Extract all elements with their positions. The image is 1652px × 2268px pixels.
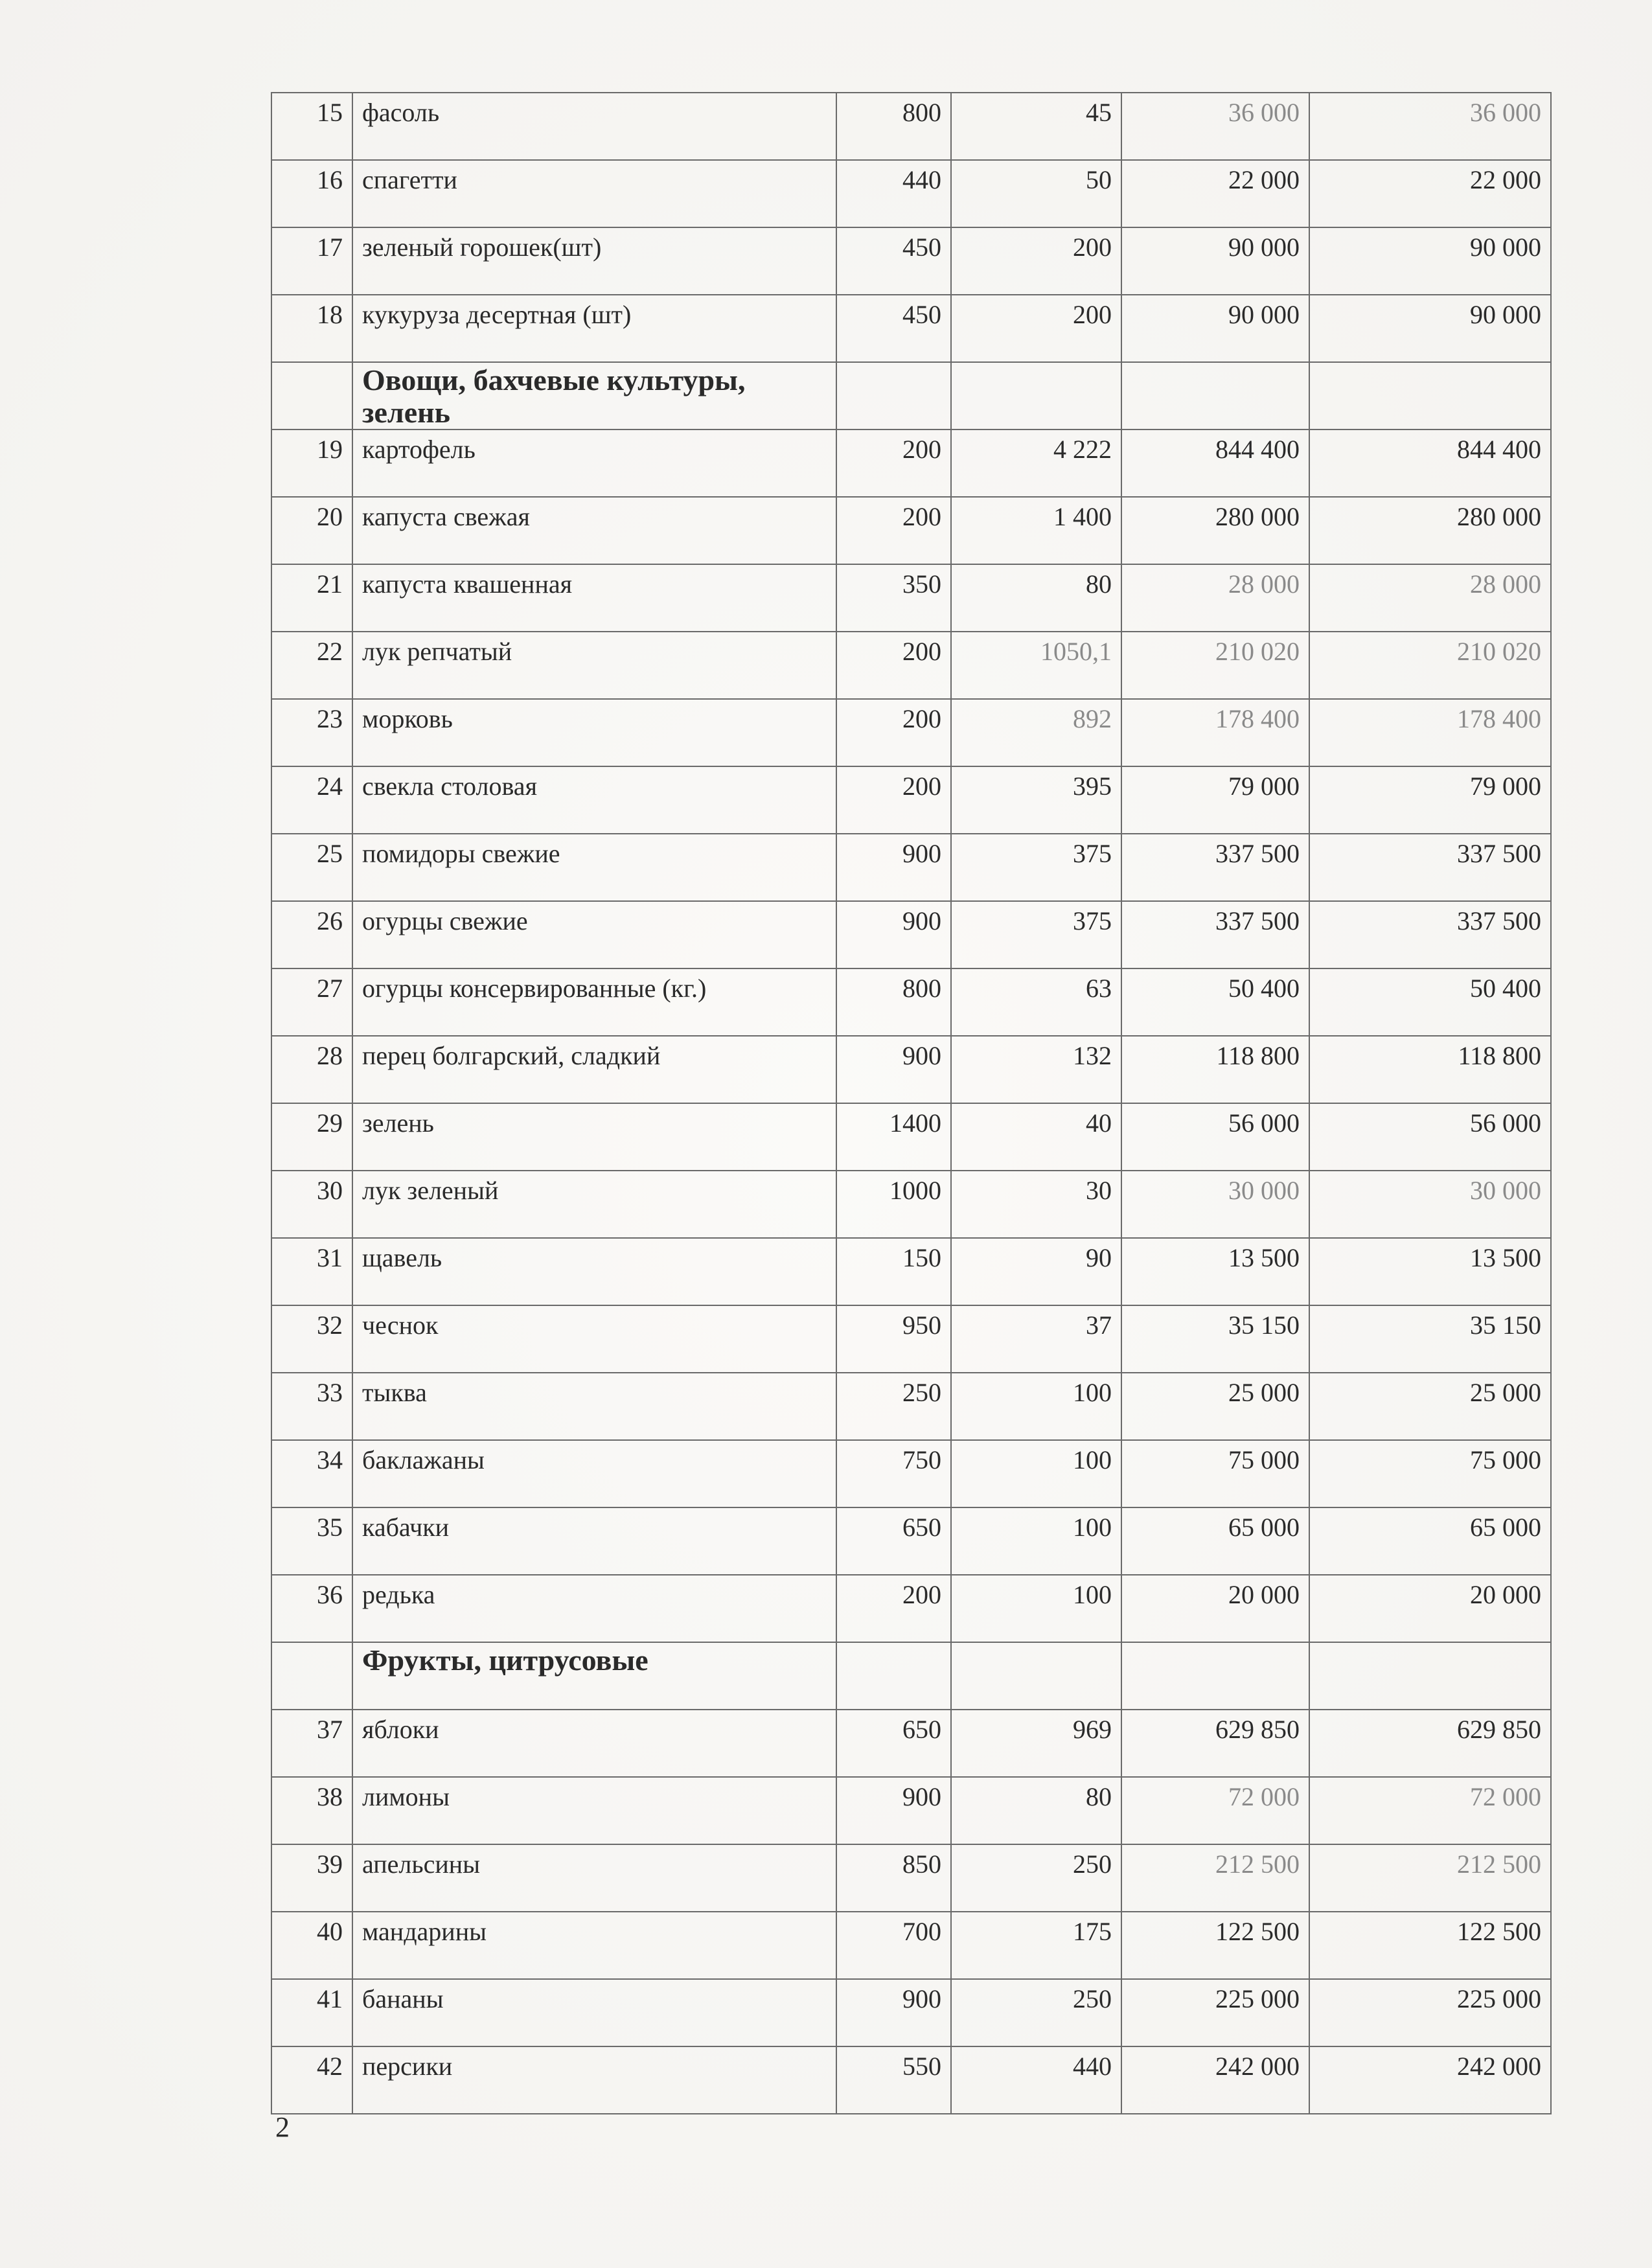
amount-cell: 118 800 <box>1121 1036 1309 1103</box>
product-name: огурцы свежие <box>352 901 836 968</box>
amount-cell: 50 400 <box>1121 968 1309 1036</box>
product-name: свекла столовая <box>352 766 836 834</box>
row-number: 20 <box>271 497 352 564</box>
price-cell: 200 <box>836 632 951 699</box>
row-number: 35 <box>271 1507 352 1575</box>
amount-cell: 122 500 <box>1121 1912 1309 1979</box>
total-amount-cell: 629 850 <box>1309 1710 1551 1777</box>
price-cell: 800 <box>836 968 951 1036</box>
amount-cell: 79 000 <box>1121 766 1309 834</box>
product-name: фасоль <box>352 93 836 160</box>
row-number: 15 <box>271 93 352 160</box>
product-name: мандарины <box>352 1912 836 1979</box>
product-name: перец болгарский, сладкий <box>352 1036 836 1103</box>
quantity-cell: 45 <box>951 93 1121 160</box>
table-row <box>271 497 1551 564</box>
price-cell: 650 <box>836 1507 951 1575</box>
table-row <box>271 1844 1551 1912</box>
product-name: баклажаны <box>352 1440 836 1507</box>
total-amount-cell: 72 000 <box>1309 1777 1551 1844</box>
total-amount-cell: 36 000 <box>1309 93 1551 160</box>
product-name: морковь <box>352 699 836 766</box>
table-row <box>271 564 1551 632</box>
table-row <box>271 834 1551 901</box>
price-cell: 150 <box>836 1238 951 1305</box>
row-number: 16 <box>271 160 352 227</box>
empty-cell <box>271 362 352 430</box>
total-amount-cell: 212 500 <box>1309 1844 1551 1912</box>
empty-cell <box>836 362 951 430</box>
amount-cell: 28 000 <box>1121 564 1309 632</box>
product-name: персики <box>352 2046 836 2114</box>
empty-cell <box>271 1642 352 1710</box>
product-name: кабачки <box>352 1507 836 1575</box>
row-number: 42 <box>271 2046 352 2114</box>
quantity-cell: 1 400 <box>951 497 1121 564</box>
total-amount-cell: 50 400 <box>1309 968 1551 1036</box>
table-row <box>271 1710 1551 1777</box>
table-row <box>271 2046 1551 2114</box>
total-amount-cell: 280 000 <box>1309 497 1551 564</box>
table-row <box>271 1912 1551 1979</box>
table-row <box>271 1507 1551 1575</box>
row-number: 21 <box>271 564 352 632</box>
price-cell: 350 <box>836 564 951 632</box>
product-name: редька <box>352 1575 836 1642</box>
quantity-cell: 250 <box>951 1844 1121 1912</box>
amount-cell: 337 500 <box>1121 834 1309 901</box>
row-number: 24 <box>271 766 352 834</box>
price-cell: 200 <box>836 699 951 766</box>
amount-cell: 13 500 <box>1121 1238 1309 1305</box>
product-name: лук репчатый <box>352 632 836 699</box>
price-cell: 200 <box>836 1575 951 1642</box>
product-name: апельсины <box>352 1844 836 1912</box>
table-row <box>271 430 1551 497</box>
table-row <box>271 1777 1551 1844</box>
table-row <box>271 632 1551 699</box>
product-name: лук зеленый <box>352 1171 836 1238</box>
amount-cell: 629 850 <box>1121 1710 1309 1777</box>
row-number: 30 <box>271 1171 352 1238</box>
amount-cell: 90 000 <box>1121 227 1309 295</box>
product-name: капуста квашенная <box>352 564 836 632</box>
total-amount-cell: 79 000 <box>1309 766 1551 834</box>
quantity-cell: 90 <box>951 1238 1121 1305</box>
table-row <box>271 1575 1551 1642</box>
products-table <box>271 92 1552 2114</box>
section-title: Фрукты, цитрусовые <box>352 1642 836 1710</box>
row-number: 38 <box>271 1777 352 1844</box>
amount-cell: 178 400 <box>1121 699 1309 766</box>
row-number: 28 <box>271 1036 352 1103</box>
table-row <box>271 1305 1551 1373</box>
section-title: Овощи, бахчевые культуры, зелень <box>352 362 836 430</box>
amount-cell: 22 000 <box>1121 160 1309 227</box>
amount-cell: 65 000 <box>1121 1507 1309 1575</box>
price-cell: 700 <box>836 1912 951 1979</box>
total-amount-cell: 20 000 <box>1309 1575 1551 1642</box>
row-number: 27 <box>271 968 352 1036</box>
price-cell: 1400 <box>836 1103 951 1171</box>
amount-cell: 56 000 <box>1121 1103 1309 1171</box>
empty-cell <box>951 1642 1121 1710</box>
quantity-cell: 100 <box>951 1507 1121 1575</box>
price-cell: 200 <box>836 430 951 497</box>
amount-cell: 225 000 <box>1121 1979 1309 2046</box>
price-cell: 900 <box>836 1777 951 1844</box>
table-row <box>271 1979 1551 2046</box>
quantity-cell: 40 <box>951 1103 1121 1171</box>
total-amount-cell: 118 800 <box>1309 1036 1551 1103</box>
product-name: щавель <box>352 1238 836 1305</box>
row-number: 18 <box>271 295 352 362</box>
row-number: 39 <box>271 1844 352 1912</box>
table-row <box>271 160 1551 227</box>
amount-cell: 212 500 <box>1121 1844 1309 1912</box>
amount-cell: 844 400 <box>1121 430 1309 497</box>
price-cell: 440 <box>836 160 951 227</box>
quantity-cell: 175 <box>951 1912 1121 1979</box>
row-number: 31 <box>271 1238 352 1305</box>
quantity-cell: 4 222 <box>951 430 1121 497</box>
quantity-cell: 250 <box>951 1979 1121 2046</box>
quantity-cell: 30 <box>951 1171 1121 1238</box>
quantity-cell: 100 <box>951 1575 1121 1642</box>
amount-cell: 35 150 <box>1121 1305 1309 1373</box>
empty-cell <box>1121 362 1309 430</box>
quantity-cell: 100 <box>951 1373 1121 1440</box>
amount-cell: 30 000 <box>1121 1171 1309 1238</box>
product-name: бананы <box>352 1979 836 2046</box>
price-cell: 850 <box>836 1844 951 1912</box>
product-name: кукуруза десертная (шт) <box>352 295 836 362</box>
quantity-cell: 80 <box>951 1777 1121 1844</box>
amount-cell: 20 000 <box>1121 1575 1309 1642</box>
total-amount-cell: 30 000 <box>1309 1171 1551 1238</box>
empty-cell <box>1121 1642 1309 1710</box>
product-name: капуста свежая <box>352 497 836 564</box>
total-amount-cell: 35 150 <box>1309 1305 1551 1373</box>
total-amount-cell: 65 000 <box>1309 1507 1551 1575</box>
price-cell: 900 <box>836 834 951 901</box>
quantity-cell: 63 <box>951 968 1121 1036</box>
amount-cell: 210 020 <box>1121 632 1309 699</box>
section-header-row <box>271 362 1551 430</box>
total-amount-cell: 56 000 <box>1309 1103 1551 1171</box>
empty-cell <box>836 1642 951 1710</box>
empty-cell <box>1309 1642 1551 1710</box>
table-row <box>271 1103 1551 1171</box>
total-amount-cell: 25 000 <box>1309 1373 1551 1440</box>
total-amount-cell: 337 500 <box>1309 901 1551 968</box>
row-number: 33 <box>271 1373 352 1440</box>
price-cell: 450 <box>836 295 951 362</box>
amount-cell: 25 000 <box>1121 1373 1309 1440</box>
product-name: огурцы консервированные (кг.) <box>352 968 836 1036</box>
product-name: лимоны <box>352 1777 836 1844</box>
quantity-cell: 37 <box>951 1305 1121 1373</box>
table-row <box>271 1036 1551 1103</box>
price-cell: 650 <box>836 1710 951 1777</box>
table-row <box>271 1440 1551 1507</box>
total-amount-cell: 242 000 <box>1309 2046 1551 2114</box>
amount-cell: 337 500 <box>1121 901 1309 968</box>
amount-cell: 72 000 <box>1121 1777 1309 1844</box>
quantity-cell: 395 <box>951 766 1121 834</box>
row-number: 25 <box>271 834 352 901</box>
row-number: 19 <box>271 430 352 497</box>
product-name: чеснок <box>352 1305 836 1373</box>
total-amount-cell: 13 500 <box>1309 1238 1551 1305</box>
quantity-cell: 440 <box>951 2046 1121 2114</box>
page-number: 2 <box>275 2111 290 2143</box>
amount-cell: 242 000 <box>1121 2046 1309 2114</box>
empty-cell <box>1309 362 1551 430</box>
row-number: 34 <box>271 1440 352 1507</box>
quantity-cell: 132 <box>951 1036 1121 1103</box>
amount-cell: 75 000 <box>1121 1440 1309 1507</box>
quantity-cell: 375 <box>951 834 1121 901</box>
table-row <box>271 1373 1551 1440</box>
total-amount-cell: 178 400 <box>1309 699 1551 766</box>
quantity-cell: 200 <box>951 227 1121 295</box>
total-amount-cell: 28 000 <box>1309 564 1551 632</box>
total-amount-cell: 90 000 <box>1309 295 1551 362</box>
price-cell: 750 <box>836 1440 951 1507</box>
empty-cell <box>951 362 1121 430</box>
product-name: помидоры свежие <box>352 834 836 901</box>
quantity-cell: 375 <box>951 901 1121 968</box>
price-cell: 900 <box>836 1036 951 1103</box>
row-number: 29 <box>271 1103 352 1171</box>
row-number: 37 <box>271 1710 352 1777</box>
row-number: 32 <box>271 1305 352 1373</box>
table-row <box>271 968 1551 1036</box>
table-row <box>271 93 1551 160</box>
quantity-cell: 50 <box>951 160 1121 227</box>
product-name: тыква <box>352 1373 836 1440</box>
price-cell: 900 <box>836 901 951 968</box>
product-name: спагетти <box>352 160 836 227</box>
price-cell: 950 <box>836 1305 951 1373</box>
quantity-cell: 100 <box>951 1440 1121 1507</box>
total-amount-cell: 337 500 <box>1309 834 1551 901</box>
amount-cell: 280 000 <box>1121 497 1309 564</box>
price-cell: 250 <box>836 1373 951 1440</box>
quantity-cell: 969 <box>951 1710 1121 1777</box>
quantity-cell: 80 <box>951 564 1121 632</box>
row-number: 41 <box>271 1979 352 2046</box>
table-row <box>271 1171 1551 1238</box>
price-cell: 200 <box>836 497 951 564</box>
price-cell: 550 <box>836 2046 951 2114</box>
section-header-row <box>271 1642 1551 1710</box>
amount-cell: 90 000 <box>1121 295 1309 362</box>
row-number: 23 <box>271 699 352 766</box>
table-row <box>271 1238 1551 1305</box>
total-amount-cell: 210 020 <box>1309 632 1551 699</box>
table-row <box>271 227 1551 295</box>
price-cell: 1000 <box>836 1171 951 1238</box>
product-name: яблоки <box>352 1710 836 1777</box>
price-cell: 800 <box>836 93 951 160</box>
table-row <box>271 766 1551 834</box>
table-row <box>271 699 1551 766</box>
total-amount-cell: 22 000 <box>1309 160 1551 227</box>
total-amount-cell: 75 000 <box>1309 1440 1551 1507</box>
total-amount-cell: 225 000 <box>1309 1979 1551 2046</box>
table-row <box>271 901 1551 968</box>
table-row <box>271 295 1551 362</box>
table-body <box>271 93 1551 2114</box>
price-cell: 200 <box>836 766 951 834</box>
product-name: картофель <box>352 430 836 497</box>
product-name: зелень <box>352 1103 836 1171</box>
total-amount-cell: 90 000 <box>1309 227 1551 295</box>
quantity-cell: 1050,1 <box>951 632 1121 699</box>
row-number: 17 <box>271 227 352 295</box>
row-number: 36 <box>271 1575 352 1642</box>
row-number: 40 <box>271 1912 352 1979</box>
total-amount-cell: 122 500 <box>1309 1912 1551 1979</box>
row-number: 26 <box>271 901 352 968</box>
quantity-cell: 892 <box>951 699 1121 766</box>
row-number: 22 <box>271 632 352 699</box>
quantity-cell: 200 <box>951 295 1121 362</box>
price-cell: 900 <box>836 1979 951 2046</box>
total-amount-cell: 844 400 <box>1309 430 1551 497</box>
price-cell: 450 <box>836 227 951 295</box>
product-name: зеленый горошек(шт) <box>352 227 836 295</box>
amount-cell: 36 000 <box>1121 93 1309 160</box>
